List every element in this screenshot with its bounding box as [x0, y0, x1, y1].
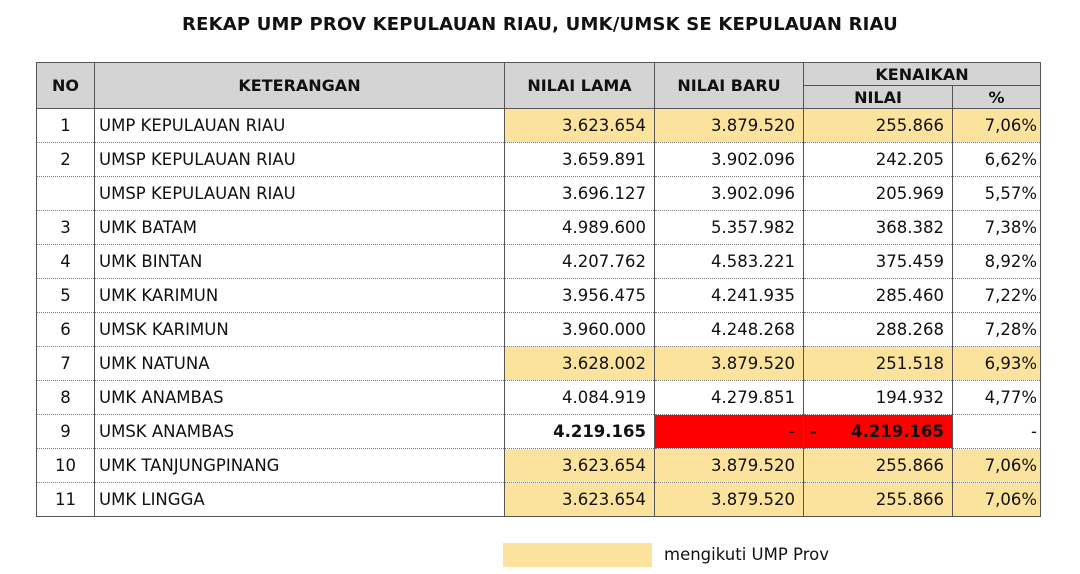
- cell-kenaikan-nilai: 205.969: [804, 177, 953, 211]
- header-kenaikan: KENAIKAN: [804, 63, 1041, 86]
- legend-label: mengikuti UMP Prov: [664, 545, 829, 564]
- cell-no: 7: [37, 347, 95, 381]
- cell-nilai-baru: 3.879.520: [655, 347, 804, 381]
- cell-kenaikan-nilai: 375.459: [804, 245, 953, 279]
- cell-nilai-lama: 3.623.654: [505, 109, 655, 143]
- cell-no: 1: [37, 109, 95, 143]
- cell-keterangan: UMP KEPULAUAN RIAU: [95, 109, 505, 143]
- cell-no: 11: [37, 483, 95, 517]
- cell-kenaikan-persen: 8,92%: [953, 245, 1041, 279]
- cell-nilai-baru: 3.879.520: [655, 483, 804, 517]
- cell-kenaikan-nilai: 251.518: [804, 347, 953, 381]
- cell-no: 6: [37, 313, 95, 347]
- cell-keterangan: UMSK ANAMBAS: [95, 415, 505, 449]
- rekap-table: [36, 62, 1041, 517]
- header-keterangan: KETERANGAN: [95, 63, 505, 109]
- cell-kenaikan-persen: -: [953, 415, 1041, 449]
- table-row: [37, 143, 1041, 177]
- cell-no: 5: [37, 279, 95, 313]
- cell-nilai-lama: 3.623.654: [505, 449, 655, 483]
- legend-swatch: [503, 543, 652, 567]
- cell-nilai-baru: -: [655, 415, 804, 449]
- cell-kenaikan-persen: 4,77%: [953, 381, 1041, 415]
- cell-kenaikan-nilai: [804, 415, 953, 449]
- cell-kenaikan-persen: 5,57%: [953, 177, 1041, 211]
- cell-keterangan: UMK KARIMUN: [95, 279, 505, 313]
- cell-keterangan: UMSP KEPULAUAN RIAU: [95, 177, 505, 211]
- table-row: [37, 449, 1041, 483]
- cell-nilai-baru: 3.879.520: [655, 449, 804, 483]
- cell-keterangan: UMK TANJUNGPINANG: [95, 449, 505, 483]
- table-row: [37, 109, 1041, 143]
- cell-nilai-baru: 4.248.268: [655, 313, 804, 347]
- header-nilai-baru: NILAI BARU: [655, 63, 804, 109]
- header-persen: %: [953, 86, 1041, 109]
- table-row: [37, 381, 1041, 415]
- cell-kenaikan-nilai-prefix: -: [810, 422, 817, 441]
- cell-kenaikan-persen: 7,06%: [953, 483, 1041, 517]
- cell-nilai-lama: 3.659.891: [505, 143, 655, 177]
- cell-nilai-baru: 3.902.096: [655, 143, 804, 177]
- cell-kenaikan-nilai: 194.932: [804, 381, 953, 415]
- table-row: [37, 245, 1041, 279]
- cell-keterangan: UMK NATUNA: [95, 347, 505, 381]
- cell-nilai-lama: 3.623.654: [505, 483, 655, 517]
- cell-kenaikan-nilai: 255.866: [804, 109, 953, 143]
- cell-kenaikan-persen: 7,06%: [953, 449, 1041, 483]
- cell-nilai-baru: 4.583.221: [655, 245, 804, 279]
- cell-kenaikan-persen: 7,06%: [953, 109, 1041, 143]
- page-title: REKAP UMP PROV KEPULAUAN RIAU, UMK/UMSK SE KEPULAUAN RIAU: [182, 14, 898, 35]
- table-row: [37, 347, 1041, 381]
- cell-keterangan: UMK ANAMBAS: [95, 381, 505, 415]
- cell-nilai-baru: 5.357.982: [655, 211, 804, 245]
- cell-keterangan: UMK BINTAN: [95, 245, 505, 279]
- table-row: [37, 313, 1041, 347]
- cell-nilai-lama: 4.207.762: [505, 245, 655, 279]
- table-row: [37, 177, 1041, 211]
- cell-keterangan: UMK BATAM: [95, 211, 505, 245]
- table-row: [37, 211, 1041, 245]
- cell-no: 8: [37, 381, 95, 415]
- cell-kenaikan-nilai-value: 4.219.165: [851, 422, 944, 441]
- header-nilai-lama: NILAI LAMA: [505, 63, 655, 109]
- cell-kenaikan-persen: 6,93%: [953, 347, 1041, 381]
- cell-nilai-baru: 4.279.851: [655, 381, 804, 415]
- cell-kenaikan-nilai: 255.866: [804, 483, 953, 517]
- cell-kenaikan-persen: 7,38%: [953, 211, 1041, 245]
- cell-kenaikan-persen: 6,62%: [953, 143, 1041, 177]
- cell-kenaikan-nilai: 288.268: [804, 313, 953, 347]
- table-row: [37, 483, 1041, 517]
- cell-keterangan: UMSP KEPULAUAN RIAU: [95, 143, 505, 177]
- cell-no: 3: [37, 211, 95, 245]
- cell-no: 10: [37, 449, 95, 483]
- cell-keterangan: UMSK KARIMUN: [95, 313, 505, 347]
- cell-no: 9: [37, 415, 95, 449]
- cell-kenaikan-persen: 7,22%: [953, 279, 1041, 313]
- cell-nilai-lama: 3.960.000: [505, 313, 655, 347]
- cell-kenaikan-nilai: 368.382: [804, 211, 953, 245]
- cell-nilai-baru: 3.902.096: [655, 177, 804, 211]
- cell-no: 2: [37, 143, 95, 177]
- cell-kenaikan-nilai: 255.866: [804, 449, 953, 483]
- cell-nilai-lama: 3.628.002: [505, 347, 655, 381]
- cell-nilai-baru: 4.241.935: [655, 279, 804, 313]
- cell-kenaikan-nilai: 242.205: [804, 143, 953, 177]
- cell-nilai-baru: 3.879.520: [655, 109, 804, 143]
- header-nilai: NILAI: [804, 86, 953, 109]
- cell-nilai-lama: 4.219.165: [505, 415, 655, 449]
- cell-nilai-lama: 3.696.127: [505, 177, 655, 211]
- cell-nilai-lama: 4.084.919: [505, 381, 655, 415]
- cell-no: [37, 177, 95, 211]
- cell-no: 4: [37, 245, 95, 279]
- cell-keterangan: UMK LINGGA: [95, 483, 505, 517]
- table-row: [37, 279, 1041, 313]
- header-no: NO: [37, 63, 95, 109]
- cell-kenaikan-persen: 7,28%: [953, 313, 1041, 347]
- cell-nilai-lama: 3.956.475: [505, 279, 655, 313]
- cell-kenaikan-nilai: 285.460: [804, 279, 953, 313]
- table-row: [37, 415, 1041, 449]
- cell-nilai-lama: 4.989.600: [505, 211, 655, 245]
